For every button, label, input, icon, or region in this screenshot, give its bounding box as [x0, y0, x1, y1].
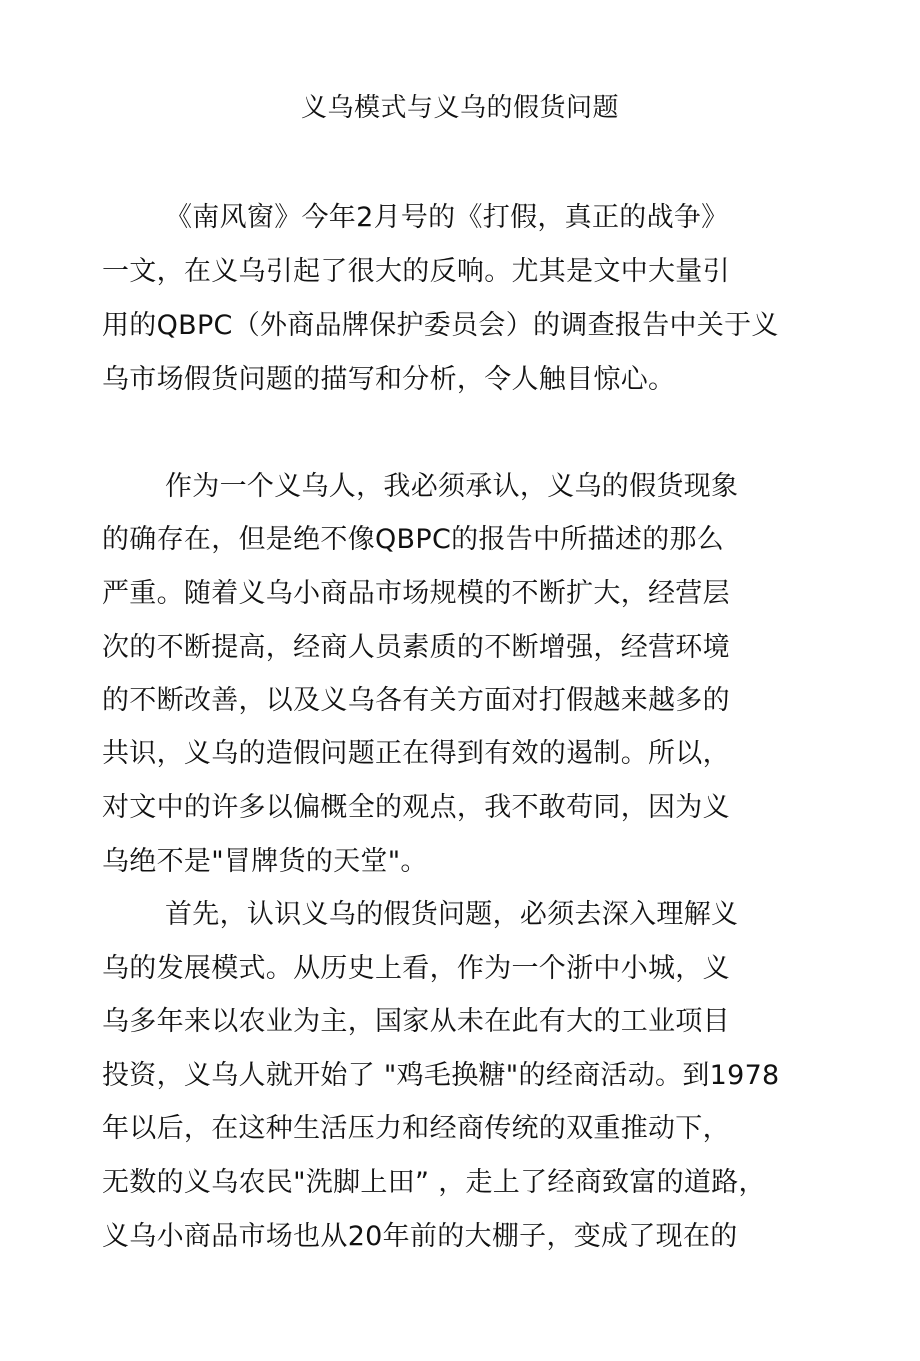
paragraph-2-line-7: 对文中的许多以偏概全的观点，我不敢苟同，因为义: [102, 792, 730, 823]
paragraph-2-line-5: 的不断改善，以及义乌各有关方面对打假越来越多的: [102, 685, 730, 716]
paragraph-3-line-1: 首先，认识义乌的假货问题，必须去深入理解义: [165, 899, 739, 930]
paragraph-3-line-4: 投资，义乌人就开始了 "鸡毛换糖"的经商活动。到1978: [102, 1060, 780, 1091]
paragraph-2-line-4: 次的不断提高，经商人员素质的不断增强，经营环境: [102, 632, 730, 663]
paragraph-2-line-2: 的确存在，但是绝不像QBPC的报告中所描述的那么: [102, 524, 725, 555]
paragraph-2-line-6: 共识，义乌的造假问题正在得到有效的遏制。所以，: [102, 738, 730, 769]
paragraph-3-line-7: 义乌小商品市场也从20年前的大棚子，变成了现在的: [102, 1221, 738, 1252]
paragraph-2-line-8: 乌绝不是"冒牌货的天堂"。: [102, 846, 428, 877]
paragraph-3-line-5: 年以后，在这种生活压力和经商传统的双重推动下，: [102, 1113, 730, 1144]
paragraph-1-line-3: 用的QBPC（外商品牌保护委员会）的调查报告中关于义: [102, 310, 779, 341]
paragraph-1-line-4: 乌市场假货问题的描写和分析，令人触目惊心。: [102, 364, 676, 395]
paragraph-3-line-6: 无数的义乌农民"洗脚上田” ，走上了经商致富的道路，: [102, 1167, 766, 1198]
paragraph-3-line-3: 乌多年来以农业为主，国家从未在此有大的工业项目: [102, 1006, 730, 1037]
paragraph-2-line-1: 作为一个义乌人，我必须承认，义乌的假货现象: [165, 471, 739, 502]
paragraph-1-line-2: 一文，在义乌引起了很大的反响。尤其是文中大量引: [102, 256, 730, 287]
paragraph-3-line-2: 乌的发展模式。从历史上看，作为一个浙中小城，义: [102, 953, 730, 984]
paragraph-1-line-1: 《南风窗》今年2月号的《打假，真正的战争》: [165, 202, 729, 233]
paragraph-2-line-3: 严重。随着义乌小商品市场规模的不断扩大，经营层: [102, 578, 730, 609]
document-title: 义乌模式与义乌的假货问题: [300, 93, 619, 123]
